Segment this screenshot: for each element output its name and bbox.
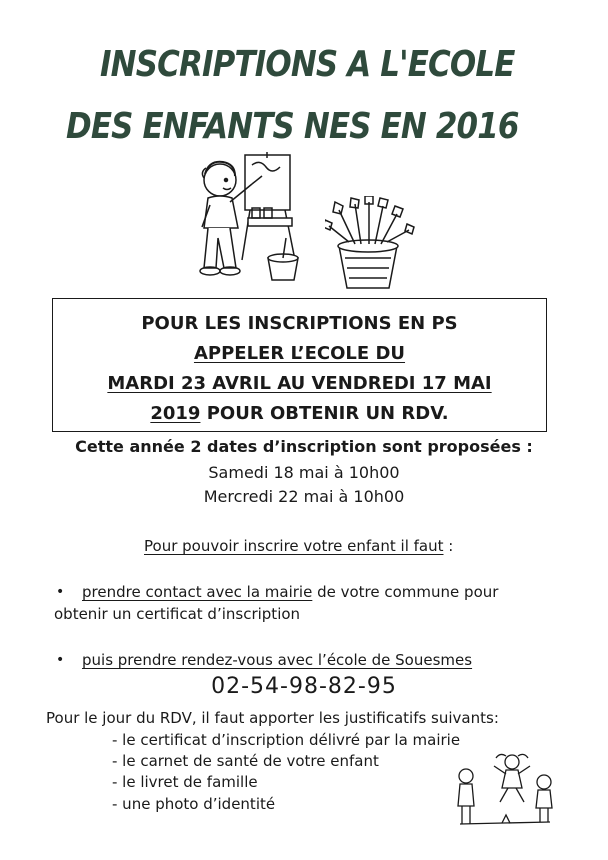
- notice-year: 2019: [150, 403, 201, 424]
- contact-mairie-text: prendre contact avec la mairie: [82, 583, 313, 601]
- document-item: - le carnet de santé de votre enfant: [112, 752, 379, 770]
- requirements-heading-colon: :: [443, 537, 454, 555]
- notice-line-4: [53, 403, 546, 425]
- requirements-heading: [144, 536, 453, 556]
- notice-line-3: [53, 373, 546, 395]
- requirement-2: [82, 650, 472, 670]
- title-line-1: INSCRIPTIONS A L'ECOLE: [100, 44, 515, 85]
- children-seesaw-illustration: [450, 752, 560, 842]
- bullet-2-symbol: •: [56, 652, 65, 668]
- dates-intro: Cette année 2 dates d’inscription sont proposées :: [75, 437, 533, 456]
- date-1: Samedi 18 mai à 10h00: [208, 463, 400, 482]
- document-item: - le certificat d’inscription délivré par la mairie: [112, 731, 461, 749]
- title-line-2: DES ENFANTS NES EN 2016: [66, 106, 519, 147]
- notice-line-4-rest: POUR OBTENIR UN RDV.: [200, 403, 449, 424]
- bullet-1-symbol: •: [56, 584, 65, 600]
- requirement-1-line-2: obtenir un certificat d’inscription: [54, 605, 301, 623]
- paintbrush-pot-illustration: [325, 196, 415, 291]
- child-painter-illustration: [190, 150, 310, 285]
- inscription-notice-box: [52, 298, 547, 432]
- appointment-school-text: puis prendre rendez-vous avec l’école de Souesmes: [82, 651, 473, 669]
- notice-call-school: APPELER L’ECOLE DU: [193, 343, 406, 364]
- requirement-1-rest: de votre commune pour: [312, 583, 499, 601]
- school-phone-number: 02-54-98-82-95: [211, 674, 397, 699]
- documents-intro: Pour le jour du RDV, il faut apporter les justificatifs suivants:: [46, 709, 499, 727]
- requirements-heading-text: Pour pouvoir inscrire votre enfant il faut: [144, 537, 444, 555]
- notice-line-1: POUR LES INSCRIPTIONS EN PS: [141, 313, 458, 334]
- notice-line-2: [53, 343, 546, 365]
- notice-date-range: MARDI 23 AVRIL AU VENDREDI 17 MAI: [107, 373, 492, 394]
- requirement-1: [82, 582, 498, 602]
- document-item: - le livret de famille: [112, 773, 258, 791]
- document-item: - une photo d’identité: [112, 795, 276, 813]
- date-2: Mercredi 22 mai à 10h00: [203, 487, 405, 506]
